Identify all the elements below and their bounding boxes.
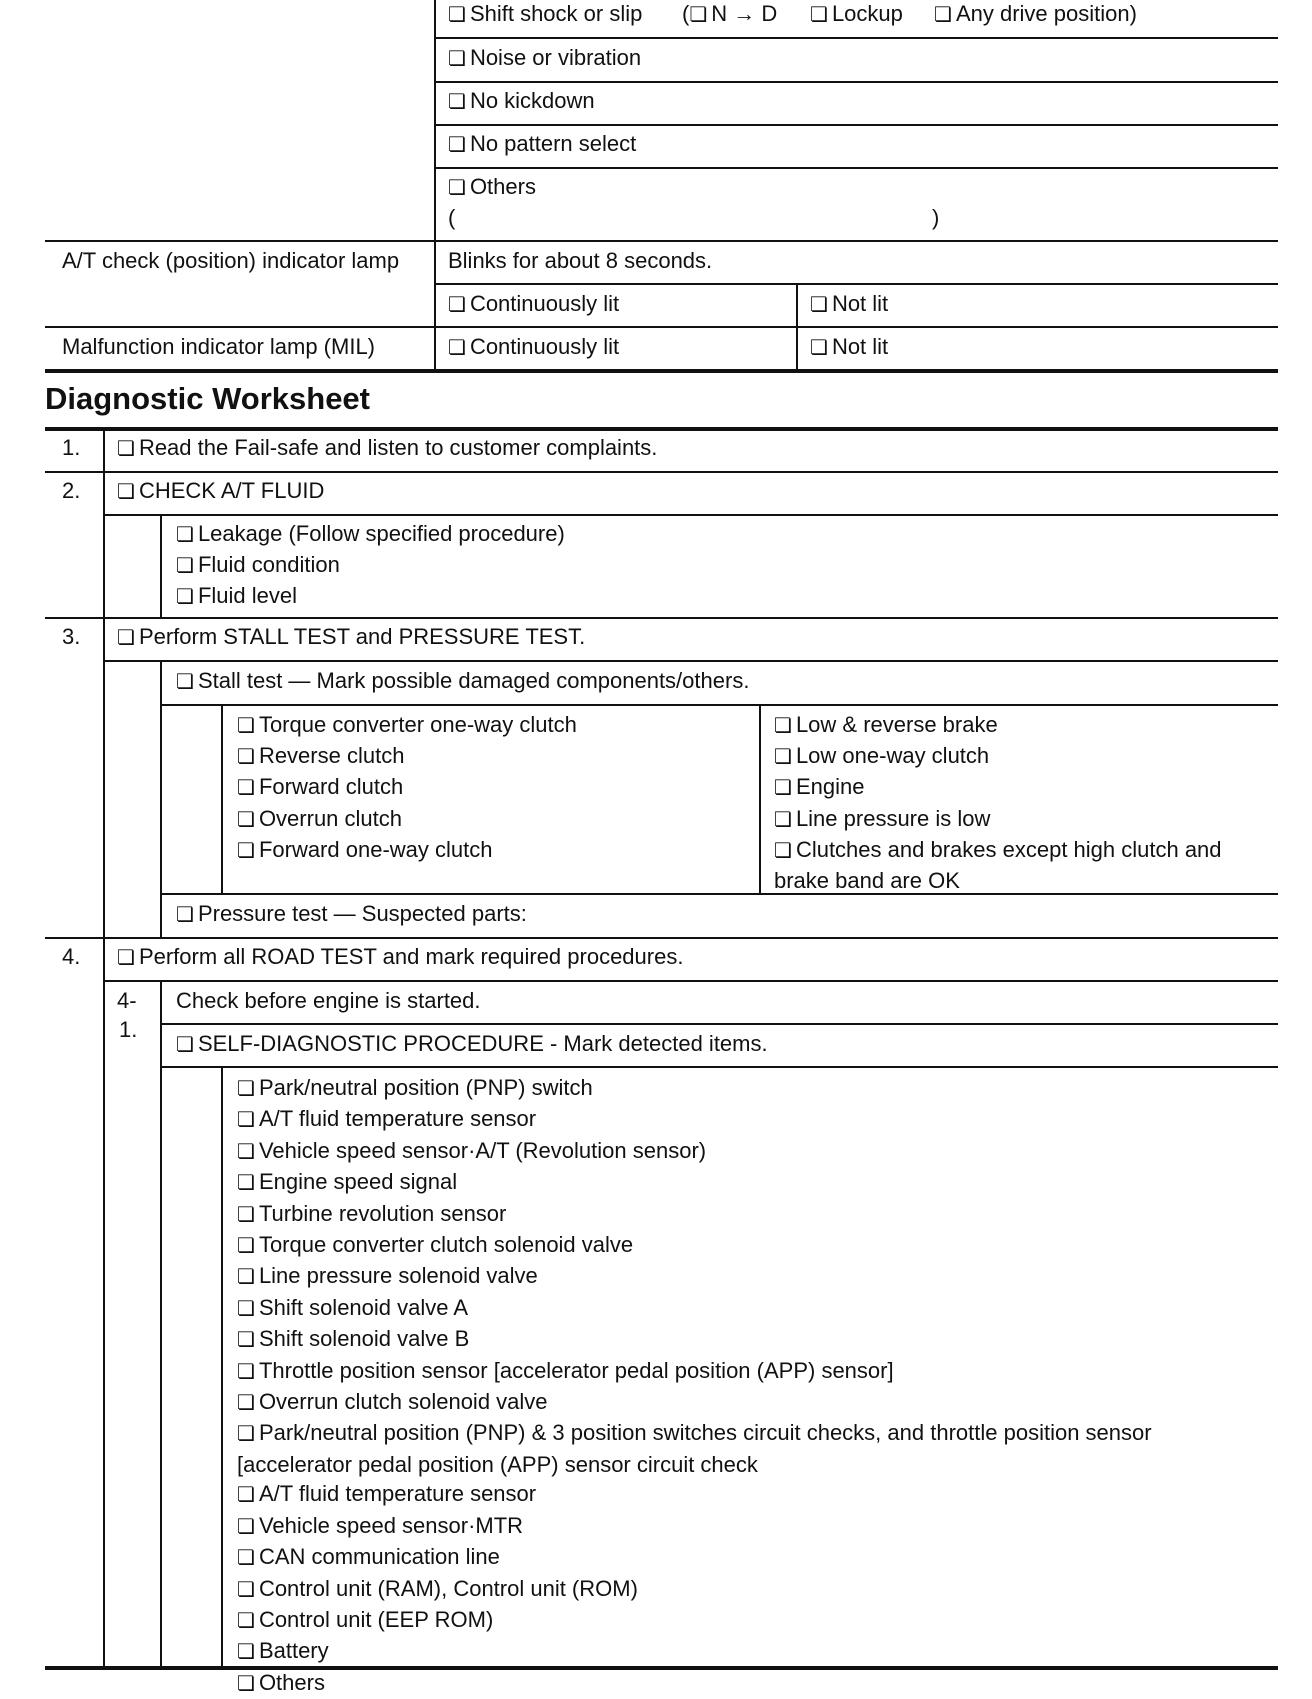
stall-right-list [774, 710, 1222, 895]
at-check-lamp-label: A/T check (position) indicator lamp [62, 248, 400, 273]
list-item: Shift solenoid valve A [258, 1294, 469, 1320]
checkbox-icon: ❏ [237, 1609, 255, 1632]
checkbox-icon: ❏ [237, 746, 255, 769]
checkbox-icon: ❏ [448, 4, 466, 26]
checkbox-icon: ❏ [237, 1484, 255, 1507]
fluid-list [176, 519, 565, 613]
stall-item-checkbox[interactable] [774, 804, 1222, 835]
diag-item-checkbox[interactable] [237, 1104, 1152, 1135]
others-paren-close: ) [932, 205, 940, 230]
step-3-checkbox[interactable] [117, 624, 585, 651]
checkbox-icon: ❏ [237, 1392, 255, 1415]
checkbox-icon: ❏ [237, 1547, 255, 1570]
others-paren-open: ( [448, 205, 456, 230]
diag-item-checkbox[interactable] [237, 1479, 1152, 1510]
list-item: Others [258, 1669, 325, 1695]
list-item: Forward clutch [258, 774, 404, 800]
list-item: Vehicle speed sensor·MTR [258, 1512, 524, 1538]
checkbox-icon: ❏ [237, 1297, 255, 1320]
others-label: Others [469, 174, 536, 199]
diag-item-checkbox[interactable] [237, 1199, 1152, 1230]
checkbox-icon: ❏ [237, 1266, 255, 1289]
diag-item-checkbox[interactable] [237, 1167, 1152, 1198]
lockup-checkbox[interactable] [810, 1, 903, 28]
mil-not-lit-checkbox[interactable] [810, 334, 888, 361]
list-item: Leakage (Follow specified procedure) [197, 521, 565, 546]
checkbox-icon: ❏ [176, 586, 194, 609]
checkbox-icon: ❏ [774, 839, 792, 862]
list-item: Fluid level [197, 583, 297, 609]
checkbox-icon: ❏ [176, 1034, 194, 1056]
checkbox-icon: ❏ [774, 777, 792, 800]
diag-item-checkbox[interactable] [237, 1293, 1152, 1324]
n-to-d-checkbox[interactable] [682, 1, 777, 28]
list-item: Shift solenoid valve B [258, 1326, 470, 1352]
at-not-lit-checkbox[interactable] [810, 291, 888, 318]
step-2-checkbox[interactable] [117, 478, 324, 505]
diag-item-checkbox[interactable] [237, 1356, 1152, 1387]
checkbox-icon: ❏ [237, 1672, 255, 1695]
stall-test-checkbox[interactable] [176, 668, 749, 695]
checkbox-icon: ❏ [237, 715, 255, 737]
list-item: A/T fluid temperature sensor [258, 1481, 537, 1507]
checkbox-icon: ❏ [934, 4, 952, 26]
stall-item-checkbox[interactable] [774, 741, 1222, 772]
any-drive-checkbox[interactable] [934, 1, 1137, 28]
shift-shock-label: Shift shock or slip [469, 1, 643, 26]
checkbox-icon: ❏ [176, 904, 194, 926]
stall-item-checkbox[interactable] [237, 835, 577, 866]
list-item: Reverse clutch [258, 743, 405, 769]
no-pattern-checkbox[interactable] [448, 131, 636, 158]
stall-left-list [237, 710, 577, 866]
checkbox-icon: ❏ [689, 4, 708, 26]
noise-label: Noise or vibration [469, 45, 642, 70]
mil-cont-lit-label: Continuously lit [469, 334, 620, 359]
checkbox-icon: ❏ [176, 555, 194, 578]
checkbox-icon: ❏ [448, 337, 466, 359]
checkbox-icon: ❏ [810, 4, 828, 26]
step-4-number: 4. [62, 944, 81, 969]
step-2-label: CHECK A/T FLUID [138, 478, 325, 503]
diag-item-checkbox[interactable] [237, 1574, 1152, 1605]
checkbox-icon: ❏ [810, 294, 828, 316]
list-item: Line pressure is low [795, 805, 991, 831]
checkbox-icon: ❏ [176, 524, 194, 546]
mil-label: Malfunction indicator lamp (MIL) [62, 334, 376, 359]
step-4-1-number-a: 4- [117, 988, 137, 1013]
step-4-checkbox[interactable] [117, 944, 683, 971]
checkbox-icon: ❏ [237, 808, 255, 831]
stall-item-checkbox[interactable] [774, 772, 1222, 803]
stall-item-checkbox[interactable] [237, 772, 577, 803]
step-3-number: 3. [62, 624, 81, 649]
self-diag-checkbox[interactable] [176, 1031, 768, 1058]
list-item: Clutches and brakes except high clutch and [795, 836, 1222, 862]
stall-test-label: Stall test — Mark possible damaged components/others. [197, 668, 750, 693]
fluid-leakage-checkbox[interactable] [176, 519, 565, 550]
list-item: Control unit (RAM), Control unit (ROM) [258, 1575, 638, 1601]
shift-shock-checkbox[interactable] [448, 1, 642, 28]
list-item: Torque converter one-way clutch [258, 712, 577, 737]
checkbox-icon: ❏ [237, 1109, 255, 1132]
list-item: Low & reverse brake [795, 712, 998, 737]
checkbox-icon: ❏ [774, 808, 792, 831]
list-item: Line pressure solenoid valve [258, 1263, 538, 1289]
checkbox-icon: ❏ [448, 294, 466, 316]
mil-not-lit-label: Not lit [831, 334, 889, 359]
step-4-1-label: Check before engine is started. [176, 988, 481, 1013]
diag-item-checkbox[interactable] [237, 1387, 1152, 1418]
stall-item-checkbox[interactable] [774, 710, 1222, 741]
checkbox-icon: ❏ [237, 1172, 255, 1195]
step-4-label: Perform all ROAD TEST and mark required procedures. [138, 944, 684, 969]
mil-cont-lit-checkbox[interactable] [448, 334, 619, 361]
paren-open: ( [682, 1, 690, 26]
diag-item-checkbox[interactable] [237, 1542, 1152, 1573]
diag-list [237, 1073, 1152, 1699]
list-item-continuation: [accelerator pedal position (APP) sensor circuit check [237, 1451, 758, 1477]
checkbox-icon: ❏ [448, 177, 466, 199]
step-1-label: Read the Fail-safe and listen to customer complaints. [138, 435, 658, 460]
list-item: Low one-way clutch [795, 743, 990, 769]
list-item: Throttle position sensor [accelerator pedal position (APP) sensor] [258, 1357, 894, 1383]
diag-item-checkbox[interactable] [237, 1605, 1152, 1636]
worksheet-title: Diagnostic Worksheet [45, 381, 371, 416]
list-item: Park/neutral position (PNP) & 3 position switches circuit checks, and throttle position sensor [258, 1420, 1152, 1446]
checkbox-icon: ❏ [810, 337, 828, 359]
step-4-1-number-b: 1. [119, 1017, 138, 1042]
noise-checkbox[interactable] [448, 45, 641, 72]
checkbox-icon: ❏ [237, 1078, 255, 1100]
checkbox-icon: ❏ [448, 91, 466, 113]
list-item: Vehicle speed sensor·A/T (Revolution sensor) [258, 1137, 707, 1163]
checkbox-icon: ❏ [237, 1641, 255, 1664]
no-kickdown-label: No kickdown [469, 88, 595, 113]
diag-item-checkbox[interactable] [237, 1636, 1152, 1667]
checkbox-icon: ❏ [237, 1360, 255, 1383]
diag-item-checkbox[interactable] [237, 1073, 1152, 1104]
checkbox-icon: ❏ [448, 134, 466, 156]
checkbox-icon: ❏ [117, 627, 135, 649]
self-diag-label: SELF-DIAGNOSTIC PROCEDURE - Mark detected items. [197, 1031, 768, 1056]
list-item: Park/neutral position (PNP) switch [258, 1075, 593, 1100]
n-to-d-label: N → D [711, 1, 778, 26]
not-lit-label: Not lit [831, 291, 889, 316]
diag-item-checkbox[interactable] [237, 1511, 1152, 1542]
any-drive-label: Any drive position) [955, 1, 1137, 26]
checkbox-icon: ❏ [117, 481, 135, 503]
blinks-text: Blinks for about 8 seconds. [448, 248, 713, 273]
checkbox-icon: ❏ [237, 1423, 255, 1446]
step-1-number: 1. [62, 435, 81, 460]
list-item-continuation: brake band are OK [774, 868, 960, 894]
checkbox-icon: ❏ [117, 947, 135, 969]
diag-item-checkbox[interactable] [237, 1668, 1152, 1699]
no-pattern-label: No pattern select [469, 131, 637, 156]
list-item: Overrun clutch [258, 805, 402, 831]
checkbox-icon: ❏ [176, 671, 194, 693]
checkbox-icon: ❏ [237, 1515, 255, 1538]
list-item: Turbine revolution sensor [258, 1200, 507, 1226]
list-item: Engine [795, 774, 865, 800]
others-checkbox[interactable] [448, 174, 536, 201]
checkbox-icon: ❏ [774, 715, 792, 737]
at-cont-lit-checkbox[interactable] [448, 291, 619, 318]
checkbox-icon: ❏ [237, 777, 255, 800]
diag-item-checkbox[interactable] [237, 1324, 1152, 1355]
checkbox-icon: ❏ [237, 1140, 255, 1163]
checkbox-icon: ❏ [448, 48, 466, 70]
stall-item-checkbox[interactable] [237, 710, 577, 741]
stall-item-checkbox[interactable] [237, 804, 577, 835]
lockup-label: Lockup [831, 1, 903, 26]
list-item: A/T fluid temperature sensor [258, 1106, 537, 1132]
checkbox-icon: ❏ [237, 1329, 255, 1352]
list-item: Torque converter clutch solenoid valve [258, 1232, 634, 1258]
checkbox-icon: ❏ [237, 1203, 255, 1226]
no-kickdown-checkbox[interactable] [448, 88, 595, 115]
stall-item-checkbox[interactable] [237, 741, 577, 772]
list-item: CAN communication line [258, 1544, 500, 1570]
diag-item-checkbox[interactable] [237, 1261, 1152, 1292]
checkbox-icon: ❏ [237, 1235, 255, 1258]
checkbox-icon: ❏ [117, 438, 135, 460]
fluid-condition-checkbox[interactable] [176, 550, 565, 581]
pressure-test-label: Pressure test — Suspected parts: [197, 901, 527, 926]
step-3-label: Perform STALL TEST and PRESSURE TEST. [138, 624, 586, 649]
step-1-checkbox[interactable] [117, 435, 657, 462]
checkbox-icon: ❏ [237, 1578, 255, 1601]
stall-item-checkbox[interactable] [774, 835, 1222, 866]
list-item: Control unit (EEP ROM) [258, 1606, 494, 1632]
list-item: Fluid condition [197, 552, 340, 578]
diag-item-checkbox[interactable] [237, 1230, 1152, 1261]
diag-item-checkbox[interactable] [237, 1136, 1152, 1167]
checkbox-icon: ❏ [237, 839, 255, 862]
diag-item-checkbox[interactable] [237, 1418, 1152, 1449]
list-item: Battery [258, 1638, 329, 1664]
step-2-number: 2. [62, 478, 81, 503]
pressure-test-checkbox[interactable] [176, 901, 527, 928]
cont-lit-label: Continuously lit [469, 291, 620, 316]
list-item: Overrun clutch solenoid valve [258, 1389, 548, 1415]
list-item: Engine speed signal [258, 1169, 458, 1195]
fluid-level-checkbox[interactable] [176, 581, 565, 612]
list-item: Forward one-way clutch [258, 836, 493, 862]
checkbox-icon: ❏ [774, 746, 792, 769]
